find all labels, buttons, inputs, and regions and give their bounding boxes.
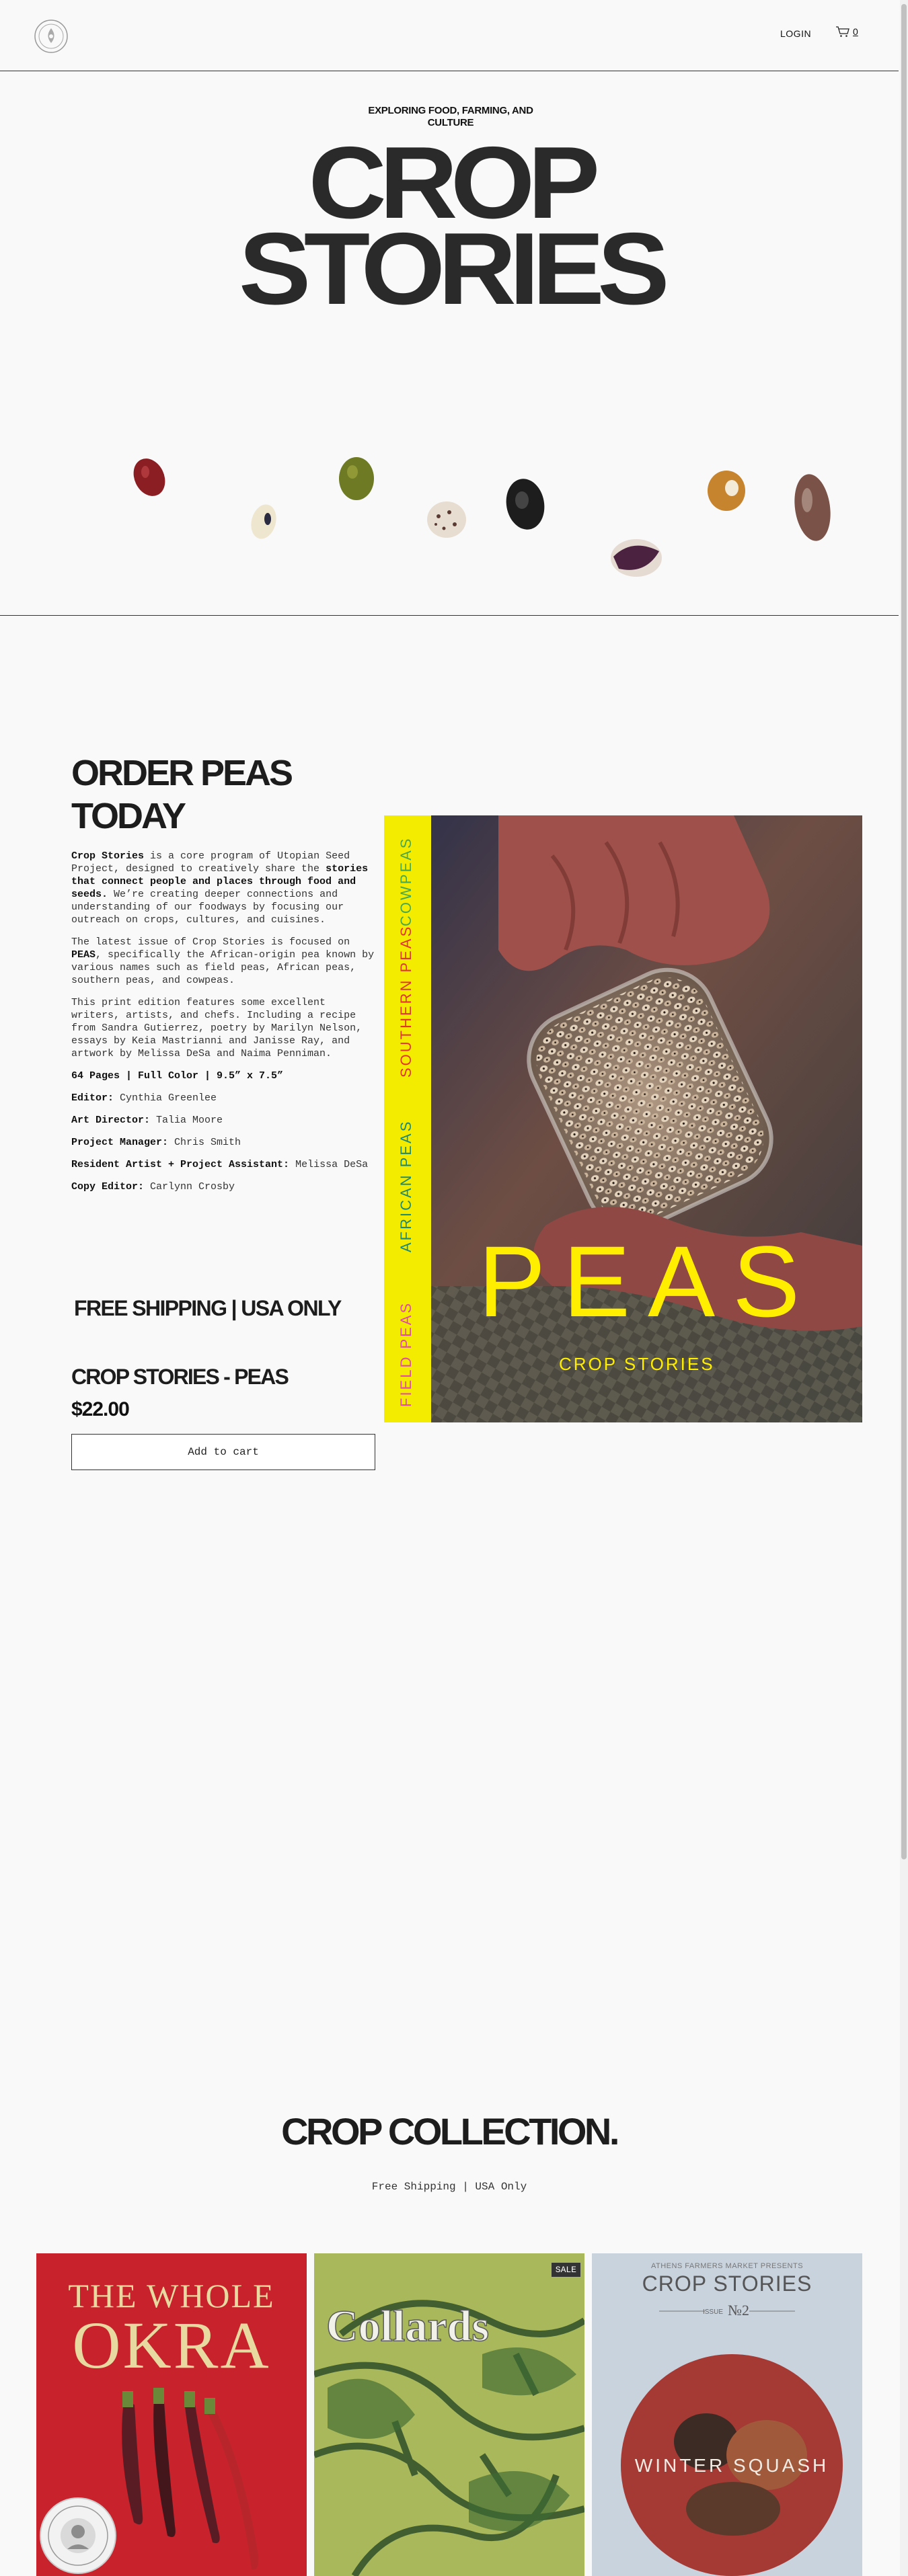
credit-role: Editor: (71, 1092, 114, 1104)
product-name: CROP STORIES - PEAS (71, 1365, 289, 1389)
product-card-okra[interactable] (36, 2253, 307, 2576)
bean-black-icon (502, 476, 548, 533)
hero-eyebrow: EXPLORING FOOD, FARMING, AND CULTURE (368, 105, 533, 128)
order-title-line1: ORDER PEAS (71, 753, 292, 793)
hero-title (137, 126, 765, 326)
bean-orange-icon (708, 471, 745, 511)
winter-squash-cover (592, 2253, 862, 2576)
cover-issue-label: ISSUE (702, 2308, 724, 2316)
description-emphasis: stories that connect people and places through food and seeds. (71, 863, 369, 900)
description-text: We’re creating deeper connections and understanding of our foodways by focusing our outreach on crops, cultures, and cuisines. (71, 889, 344, 926)
product-specs (71, 1070, 377, 1082)
cover-subtitle: CROP STORIES (559, 1354, 715, 1374)
site-header (0, 0, 899, 71)
credit-project-manager (71, 1136, 377, 1149)
site-logo[interactable] (34, 19, 69, 54)
collards-book-cover (314, 2253, 584, 2576)
credit-name: Cynthia Greenlee (114, 1092, 217, 1104)
bean-red-icon (128, 453, 171, 501)
specs-text: 64 Pages | Full Color | 9.5” x 7.5” (71, 1070, 284, 1082)
credit-name: Chris Smith (168, 1137, 241, 1148)
credit-role: Resident Artist + Project Assistant: (71, 1159, 290, 1170)
bean-white-icon (248, 501, 280, 542)
bean-brown-icon (790, 472, 834, 543)
bean-purple-icon (611, 539, 662, 577)
credit-name: Melissa DeSa (289, 1159, 369, 1170)
order-title (71, 752, 381, 838)
bean-speckled-icon (427, 501, 466, 538)
description-paragraph (71, 850, 377, 926)
okra-title-line1: THE WHOLE (68, 2277, 275, 2315)
bean-green-icon (339, 457, 374, 500)
credit-editor (71, 1092, 377, 1104)
cart-link[interactable] (835, 26, 858, 38)
description-text: The latest issue of Crop Stories is focused on (71, 936, 350, 948)
credit-resident-artist (71, 1158, 377, 1171)
login-link[interactable]: LOGIN (780, 28, 812, 39)
hero-title-line2: STORIES (238, 212, 663, 326)
credit-name: Talia Moore (150, 1115, 223, 1126)
peas-cover-artwork (384, 815, 862, 1422)
logo-emblem-icon (34, 19, 69, 54)
credit-art-director (71, 1114, 377, 1127)
credit-name: Carlynn Crosby (144, 1181, 235, 1193)
sale-badge: SALE (552, 2263, 580, 2277)
credit-role: Copy Editor: (71, 1181, 145, 1193)
credit-role: Project Manager: (71, 1137, 169, 1148)
add-to-cart-button[interactable]: Add to cart (71, 1434, 375, 1470)
okra-title-line2: OKRA (72, 2308, 271, 2382)
cover-masthead: CROP STORIES (642, 2271, 812, 2296)
scrollbar-thumb[interactable] (901, 4, 907, 1859)
cover-title: PEAS (478, 1225, 818, 1338)
okra-book-cover (36, 2253, 307, 2576)
award-seal-icon (40, 2498, 116, 2573)
description-paragraph (71, 936, 377, 987)
product-card-collards[interactable] (314, 2253, 584, 2576)
free-shipping-banner: FREE SHIPPING | USA ONLY (74, 1296, 341, 1320)
cover-feature: WINTER SQUASH (634, 2455, 829, 2476)
product-description (71, 850, 377, 1203)
okra-pods-icon (122, 2388, 258, 2570)
cover-spine-african-peas: AFRICAN PEAS (398, 1119, 414, 1252)
shopping-cart-icon (835, 26, 850, 38)
description-emphasis: PEAS (71, 949, 96, 961)
product-cover-image[interactable] (384, 815, 862, 1422)
cover-spine-southern-peas: SOUTHERN PEAS (398, 924, 414, 1078)
description-paragraph: This print edition features some excellent writers, artists, and chefs. Including a recipe from Sandra Gutierrez, poetry by Marilyn Nelson, essays by Keia Mastrianni and Janisse Ray, and artwork by Melissa DeSa and Naima Penniman. (71, 997, 363, 1059)
product-price: $22.00 (71, 1398, 129, 1420)
description-text: is a core program of Utopian Seed Project, designed to creatively share the (71, 850, 350, 875)
order-title-line2: TODAY (71, 796, 185, 836)
credit-role: Art Director: (71, 1115, 151, 1126)
collection-title: CROP COLLECTION. (281, 2110, 617, 2152)
cover-spine-cowpeas: COWPEAS (398, 836, 414, 926)
description-text: , specifically the African-origin pea known by various names such as field peas, African peas, southern peas, and cowpeas. (71, 949, 375, 986)
collection-subtitle: Free Shipping | USA Only (371, 2181, 527, 2193)
hero-title-line1: CROP (308, 126, 593, 240)
floating-beans-illustration (0, 430, 899, 592)
brand-name: Crop Stories (71, 850, 145, 862)
cover-spine-field-peas: FIELD PEAS (398, 1301, 414, 1407)
cart-count: 0 (853, 26, 858, 37)
product-card-winter-squash[interactable] (592, 2253, 862, 2576)
cover-presenter: ATHENS FARMERS MARKET PRESENTS (650, 2262, 804, 2270)
credit-copy-editor (71, 1180, 377, 1193)
hero-divider (0, 615, 899, 616)
collards-title: Collards (326, 2302, 490, 2351)
cover-issue-number: №2 (728, 2302, 749, 2319)
page-scrollbar[interactable] (900, 0, 908, 2576)
